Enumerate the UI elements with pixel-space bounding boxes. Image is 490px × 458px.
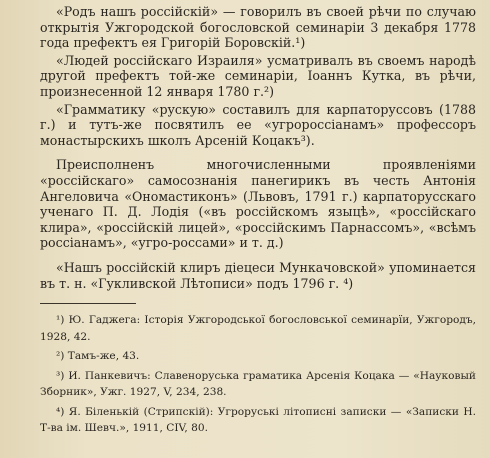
paragraph-3: «Грамматику «рускую» составилъ для карпаторуссовъ (1788 г.) и тутъ-же посвятилъ ее «угророссіанамъ» профессоръ монастырскихъ школъ Арсеній Коцакъ³). xyxy=(40,101,476,148)
paragraph-1: «Родъ нашъ россійскій» — говорилъ въ своей рѣчи по случаю открытія Ужгородской богословской семинаріи 3 декабря 1778 года префектъ ея Григорій Боровскій.¹) xyxy=(40,4,476,51)
paragraph-5: «Нашъ россійскій клиръ діецеси Мункачовской» упоминается въ т. н. «Гукливской Лѣтописи» подъ 1796 г. ⁴) xyxy=(40,259,476,291)
paragraph-2: «Людей россійскаго Израиля» усматривалъ въ своемъ народѣ другой префектъ той-же семинаріи, Іоаннъ Кутка, въ рѣчи, произнесенной 12 января 1780 г.²) xyxy=(40,52,476,99)
footnote-divider xyxy=(40,303,136,304)
footnote-2: ²) Тамъ-же, 43. xyxy=(56,350,140,363)
footnote-4: ⁴) Я. Біленькій (Стрипскій): Угроруські літописні записки — «Записки Н. Т-ва ім. Шевч.», 1911, CIV, 80. xyxy=(40,405,476,435)
paragraph-4: Преисполненъ многочисленными проявленіями «россійскаго» самосознанія панегирикъ въ честь Антонія Ангеловича «Ономастиконъ» (Львовъ, 1791 г.) карпаторусскаго ученаго П. Д. Лодія («въ россійскомъ языцѣ», «россійскаго клира», «россійскій лицей», «россійскимъ Парнассомъ», «всѣмъ россіанамъ», «угро-россами» и т. д.) xyxy=(40,157,476,251)
footnote-1: ¹) Ю. Гаджега: Історія Ужгородської богословської семинарїи, Ужгородъ, 1928, 42. xyxy=(40,314,476,343)
footnote-3: ³) И. Панкевичъ: Славеноруська граматика Арсенія Коцака — «Науковый Зборник», Ужг. 1927, V, 234, 238. xyxy=(40,369,476,399)
